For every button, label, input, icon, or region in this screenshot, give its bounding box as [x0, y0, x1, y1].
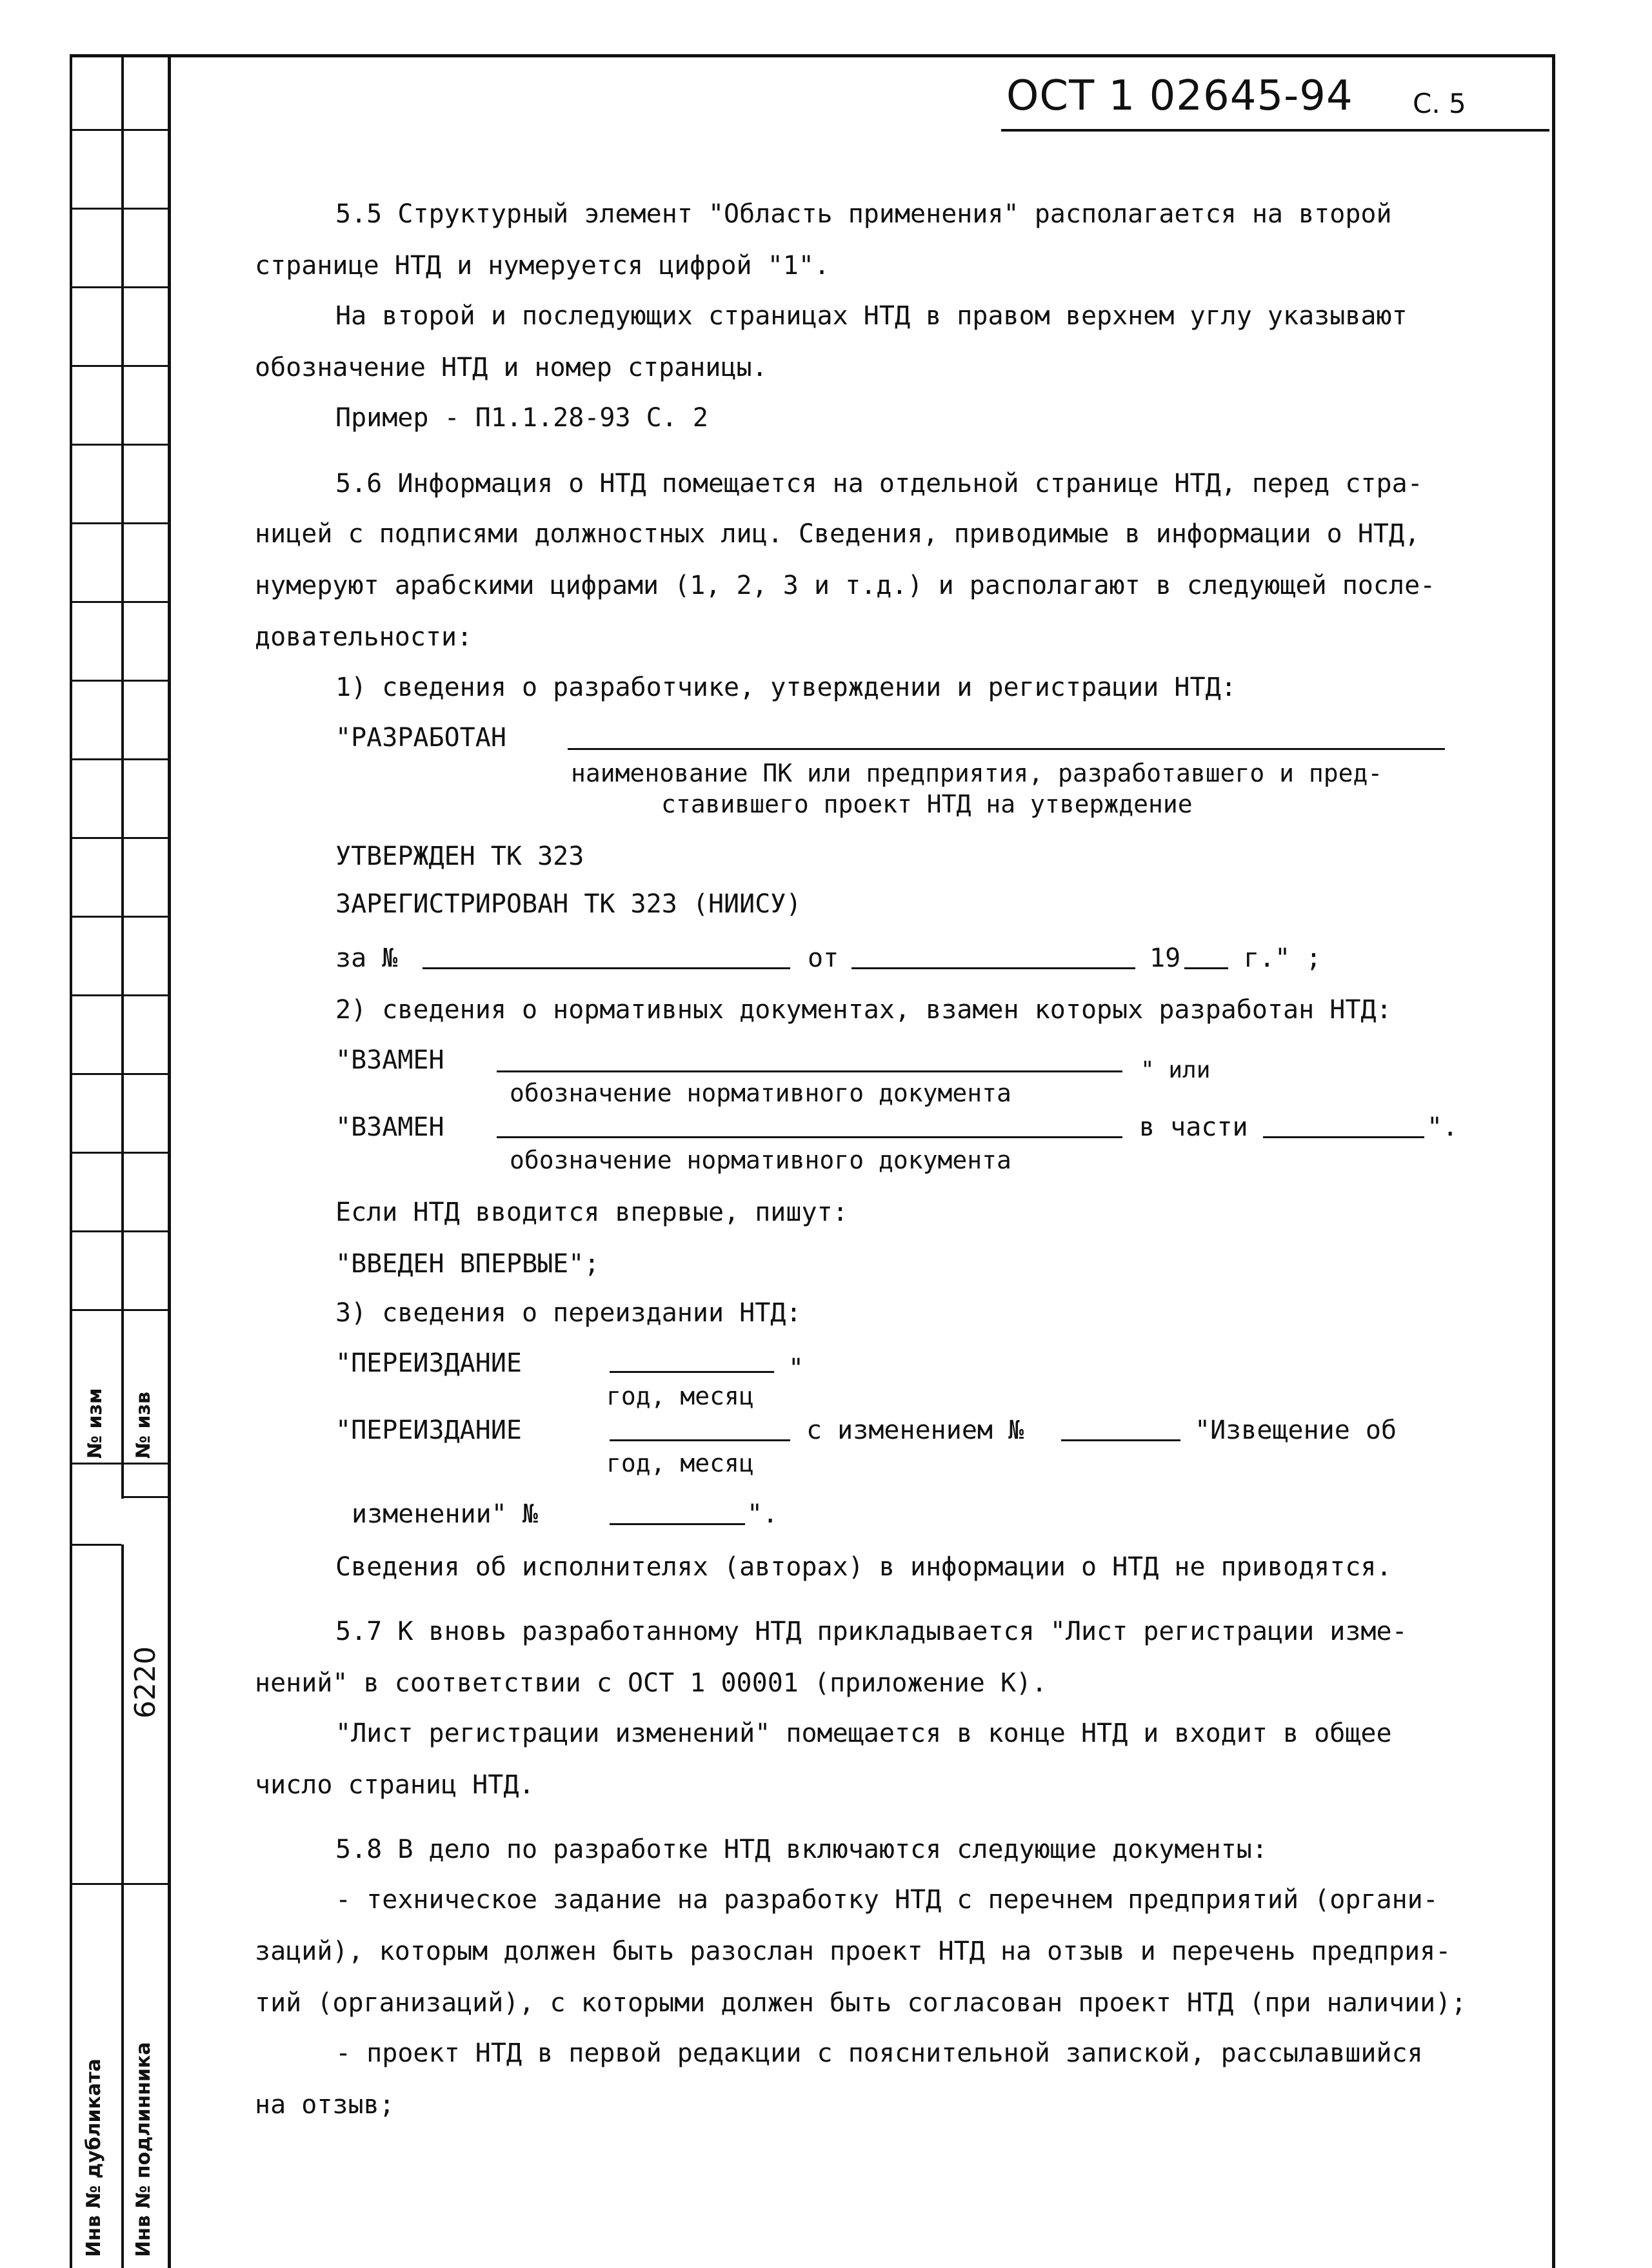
v-chasti-end: ". [1427, 1112, 1458, 1142]
change-end: ". [747, 1499, 779, 1529]
frame-top-border [70, 54, 1555, 57]
ot-label: от [808, 943, 839, 973]
para-5-7b-line-1: "Лист регистрации изменений" помещается в конце НТД и входит в общее [335, 1719, 1392, 1748]
para-5-8-item-a-line-2: заций), которым должен быть разослан проект НТД на отзыв и перечень предприя- [255, 1937, 1451, 1966]
list-item-1: 1) сведения о разработчике, утверждении и регистрации НТД: [335, 673, 1237, 702]
strip-grid-line [70, 1230, 168, 1232]
change-no-blank [1061, 1439, 1180, 1441]
strip-grid-line [70, 1883, 168, 1885]
with-change-label: с изменением № [806, 1415, 1024, 1445]
strip-grid-line [70, 758, 168, 760]
vzamen-blank-2 [497, 1136, 1122, 1138]
para-5-7-line-1: 5.7 К вновь разработанному НТД прикладывается "Лист регистрации изме- [335, 1617, 1408, 1646]
v-chasti-blank [1263, 1136, 1424, 1138]
reissue-blank-2 [610, 1439, 790, 1441]
para-5-6-line-4: довательности: [255, 622, 473, 652]
vzamen-caption-2: обозначение нормативного документа [510, 1146, 1011, 1174]
para-5-7b-line-2: число страниц НТД. [255, 1770, 535, 1800]
vzamen-or: " или [1140, 1057, 1211, 1083]
strip-column-separator-lower [121, 1544, 124, 2268]
strip-grid-line [70, 1152, 168, 1154]
reissue-label-2: "ПЕРЕИЗДАНИЕ [335, 1415, 522, 1445]
strip-grid-line [70, 129, 168, 131]
strip-grid-line [70, 522, 168, 524]
strip-doc-number: 6220 [129, 1646, 162, 1719]
registered-line: ЗАРЕГИСТРИРОВАН ТК 323 (НИИСУ) [335, 889, 802, 919]
v-chasti-label: в части [1139, 1112, 1248, 1142]
year-blank [1184, 967, 1228, 969]
za-no-blank [423, 967, 790, 969]
document-code: ОСТ 1 02645-94 [1006, 72, 1353, 120]
change-no-label: изменении" № [352, 1499, 538, 1529]
developed-caption-1: наименование ПК или предприятия, разработавшего и пред- [571, 759, 1383, 787]
strip-label-no-izv: № изв [132, 1392, 155, 1459]
developed-caption-2: ставившего проект НТД на утверждение [661, 790, 1193, 818]
para-5-8-item-a-line-3: тий (организаций), с которыми должен быть согласован проект НТД (при наличии); [255, 1988, 1467, 2018]
vzamen-label-1: "ВЗАМЕН [335, 1045, 444, 1075]
frame-main-left-border [168, 54, 171, 2268]
strip-grid-line [70, 916, 168, 918]
reissue-blank-1 [610, 1371, 774, 1373]
year-month-caption-2: год, месяц [606, 1449, 754, 1477]
strip-grid-line [70, 286, 168, 288]
frame-outer-left-border [70, 54, 72, 2268]
strip-grid-line [70, 1544, 121, 1546]
notice-label: "Извещение об [1195, 1415, 1397, 1445]
para-5-6-line-1: 5.6 Информация о НТД помещается на отдельной странице НТД, перед стра- [335, 469, 1423, 498]
vzamen-caption-1: обозначение нормативного документа [510, 1079, 1011, 1107]
za-no-label: за № [335, 943, 398, 973]
para-5-5-line-1: 5.5 Структурный элемент "Область применения" располагается на второй [335, 199, 1392, 229]
vzamen-label-2: "ВЗАМЕН [335, 1112, 444, 1142]
strip-column-separator [121, 54, 124, 1499]
para-5-6-line-3: нумеруют арабскими цифрами (1, 2, 3 и т.д.) и располагают в следующей после- [255, 571, 1436, 600]
strip-grid-line [70, 1309, 168, 1311]
para-5-8-item-b-line-2: на отзыв; [255, 2090, 395, 2120]
strip-grid-line [70, 680, 168, 682]
developed-blank [568, 748, 1445, 750]
authors-note: Сведения об исполнителях (авторах) в информации о НТД не приводятся. [335, 1552, 1392, 1582]
para-5-5-line-2: странице НТД и нумеруется цифрой "1". [255, 251, 830, 281]
para-5-5b-line-1: На второй и последующих страницах НТД в правом верхнем углу указывают [335, 301, 1408, 331]
year-suffix: г." ; [1244, 943, 1322, 973]
strip-grid-line [121, 1496, 168, 1498]
approved-line: УТВЕРЖДЕН ТК 323 [335, 842, 584, 871]
date-blank [851, 967, 1135, 969]
frame-right-border [1552, 54, 1555, 2268]
para-5-8-item-b-line-1: - проект НТД в первой редакции с пояснительной запиской, рассылавшийся [335, 2038, 1423, 2068]
strip-grid-line [70, 208, 168, 210]
list-item-2: 2) сведения о нормативных документах, взамен которых разработан НТД: [335, 995, 1392, 1025]
strip-grid-line [70, 365, 168, 367]
vzamen-blank-1 [497, 1070, 1122, 1072]
para-5-8-item-a-line-1: - техническое задание на разработку НТД с перечнем предприятий (органи- [335, 1885, 1438, 1915]
reissue-label-1: "ПЕРЕИЗДАНИЕ [335, 1348, 522, 1378]
reissue-end-1: " [788, 1354, 804, 1383]
strip-label-no-izm: № изм [84, 1388, 106, 1459]
strip-grid-line [70, 994, 168, 996]
para-5-7-line-2: нений" в соответствии с ОСТ 1 00001 (приложение К). [255, 1668, 1048, 1698]
notice-no-blank [610, 1523, 745, 1525]
strip-grid-line [70, 837, 168, 839]
para-5-6-line-2: ницей с подписями должностных лиц. Сведения, приводимые в информации о НТД, [255, 519, 1420, 549]
strip-grid-line [70, 444, 168, 446]
if-first-line: Если НТД вводится впервые, пишут: [335, 1198, 848, 1227]
page-number: С. 5 [1413, 88, 1466, 119]
list-item-3: 3) сведения о переиздании НТД: [335, 1298, 802, 1328]
para-5-5b-line-2: обозначение НТД и номер страницы. [255, 353, 768, 382]
header-underline [1001, 129, 1549, 132]
developed-label: "РАЗРАБОТАН [335, 723, 506, 753]
strip-grid-line [70, 1073, 168, 1075]
strip-label-inv-dup: Инв № дубликата [83, 2058, 105, 2257]
year-prefix: 19 [1149, 943, 1181, 973]
strip-grid-line [70, 601, 168, 603]
strip-grid-line [70, 1463, 168, 1464]
para-5-8-line-1: 5.8 В дело по разработке НТД включаются следующие документы: [335, 1835, 1268, 1864]
example-line: Пример - П1.1.28-93 С. 2 [335, 403, 708, 433]
strip-label-inv-orig: Инв № подлинника [132, 2042, 155, 2257]
introduced-first-line: "ВВЕДЕН ВПЕРВЫЕ"; [335, 1249, 600, 1279]
year-month-caption-1: год, месяц [606, 1382, 754, 1410]
